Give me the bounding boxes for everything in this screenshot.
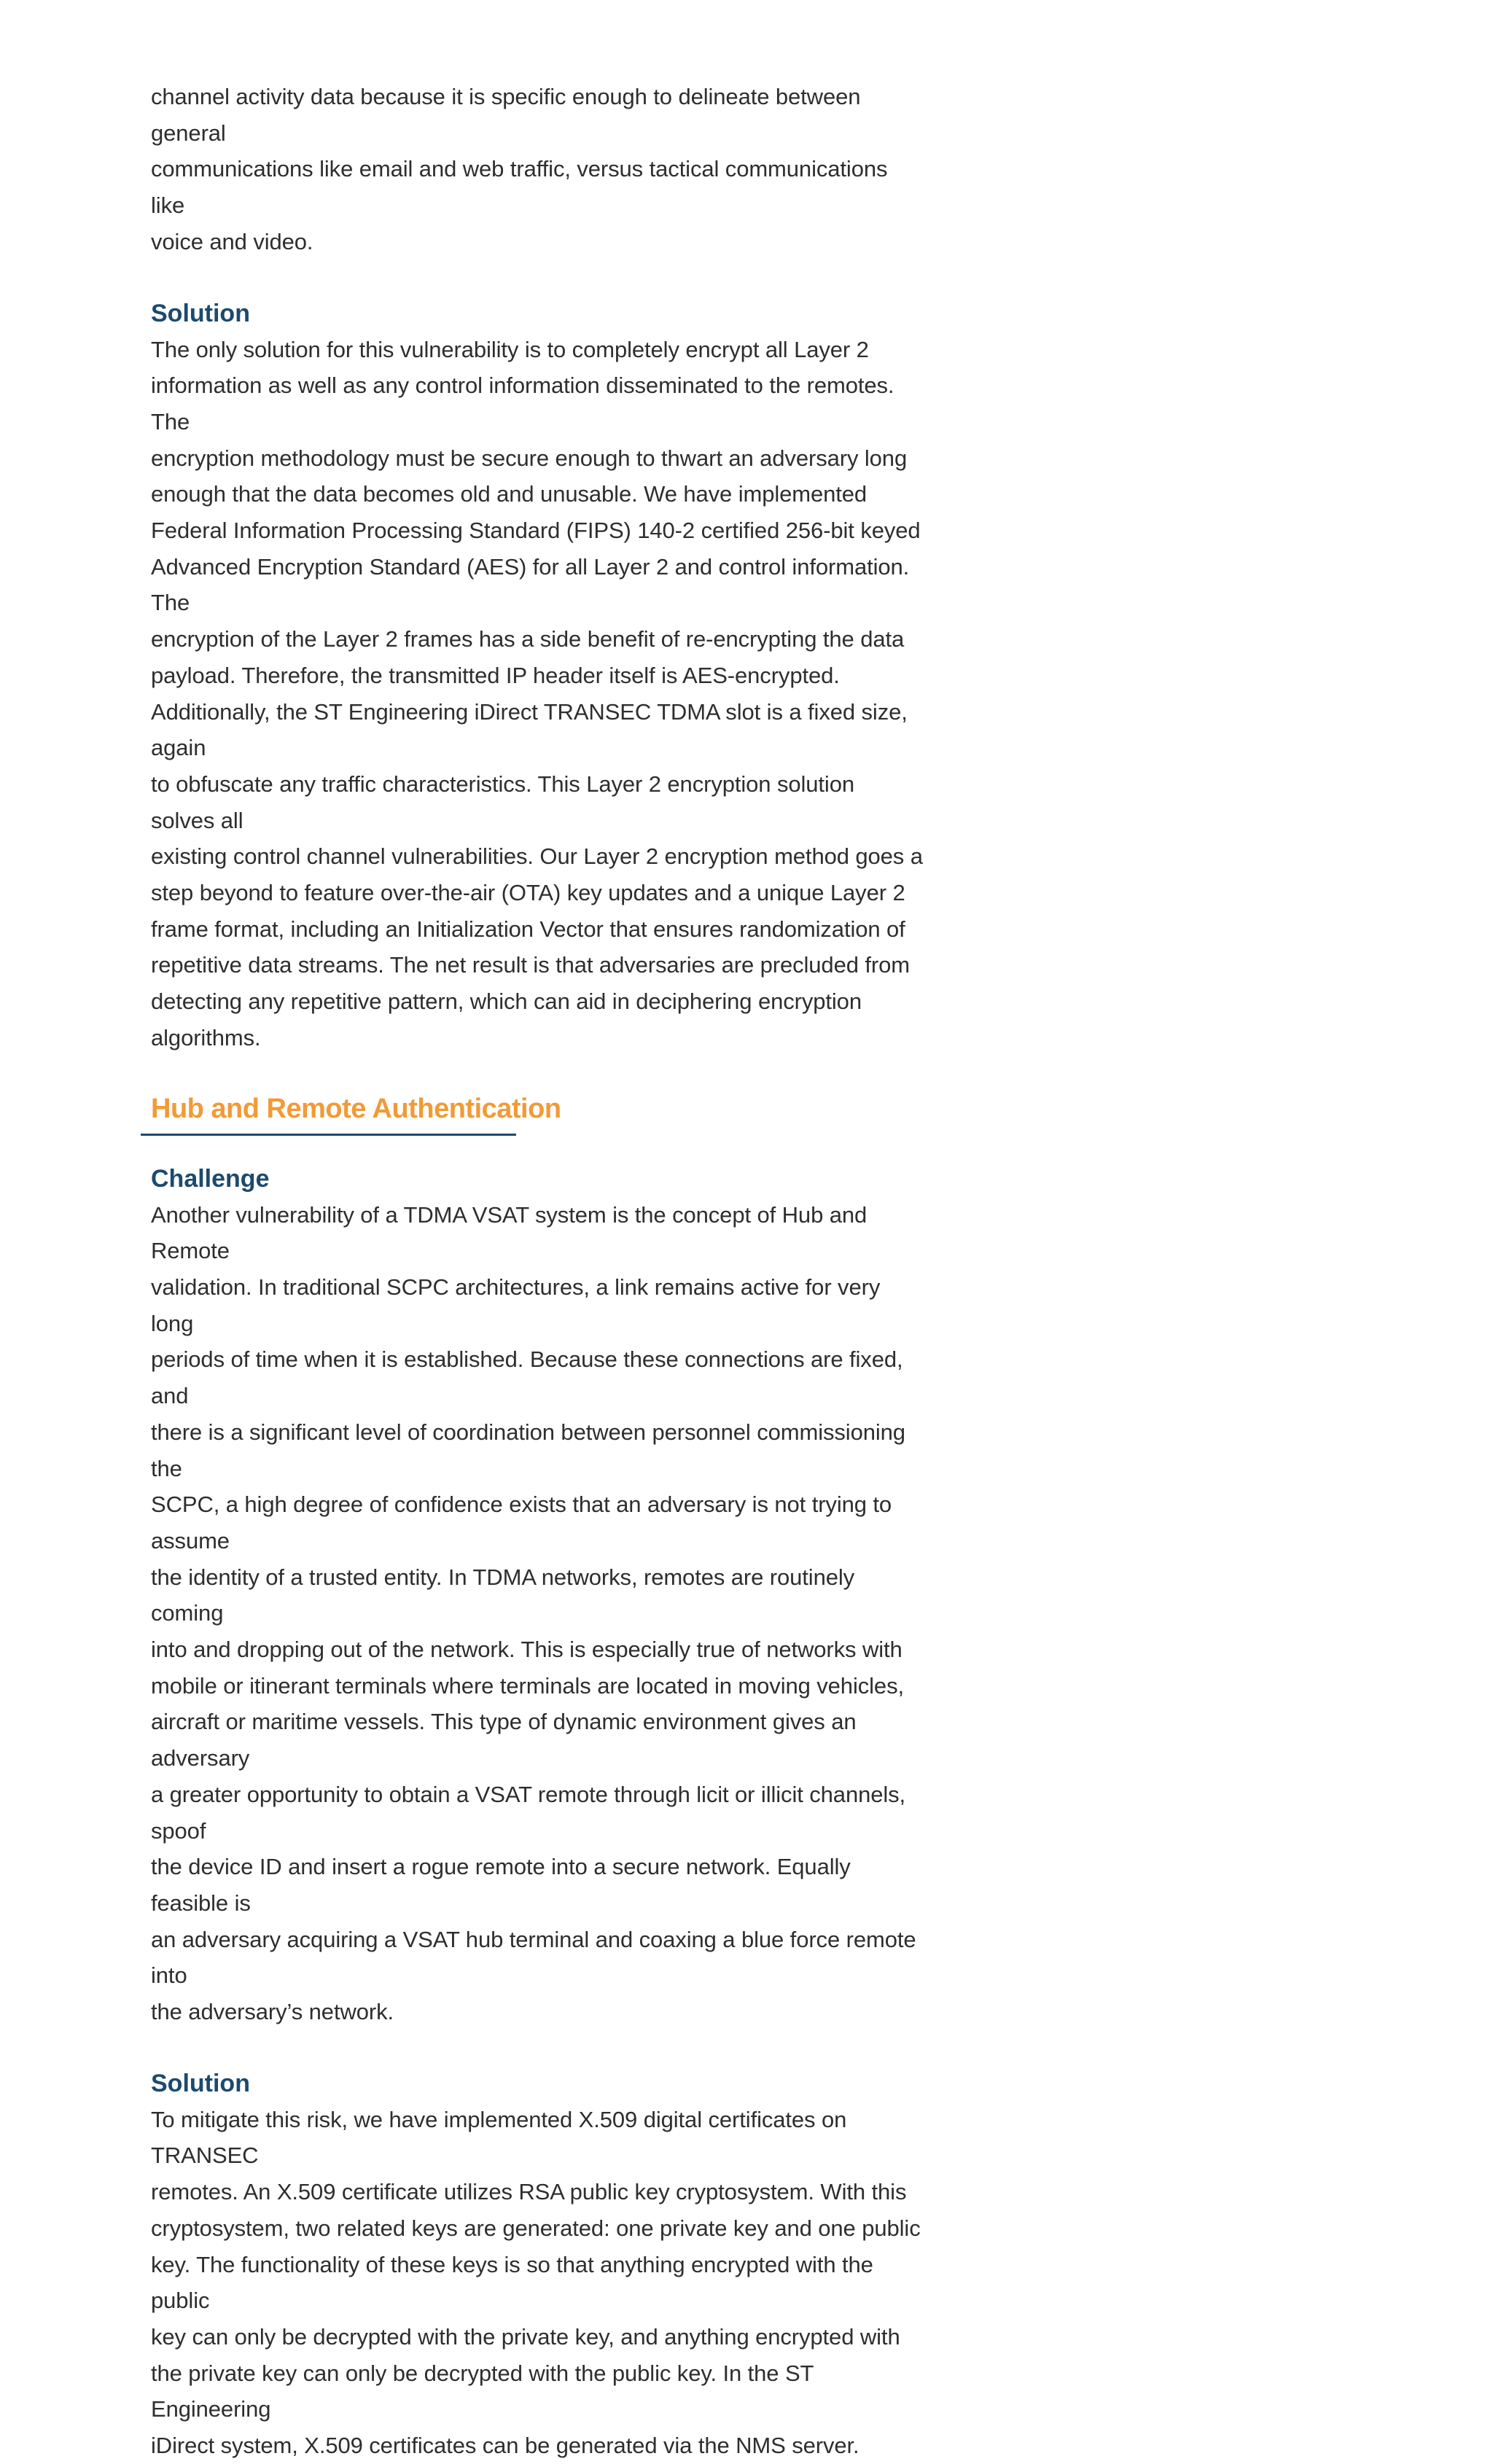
solution-paragraph-1: The only solution for this vulnerability is to completely encrypt all Layer 2 information as well as any control information disseminated to the remotes. The encryption methodology must be secure enough to thwart an adversary long enough that the data becomes old and unusable. We have implemented Federal Information Processing Standard (FIPS) 140-2 certified 256-bit keyed Advanced Encryption Standard (AES) for all Layer 2 and control information. The encryption of the Layer 2 frames has a side benefit of re-encrypting the data payload. Therefore, the transmitted IP header itself is AES-encrypted. Additionally, the ST Engineering iDirect TRANSEC TDMA slot is a fixed size, again to obfuscate any traffic characteristics. This Layer 2 encryption solution solves all existing control channel vulnerabilities. Our Layer 2 encryption method goes a step beyond to feature over-the-air (OTA) key updates and a unique Layer 2 frame format, including an Initialization Vector that ensures randomization of repetitive data streams. The net result is that adversaries are precluded from detecting any repetitive pattern, which can aid in deciphering encryption algorithms. (151, 336, 923, 1050)
document-page (151, 79, 924, 2464)
challenge-heading: Challenge (151, 1164, 270, 1193)
section-title-hub-remote-authentication: Hub and Remote Authentication (151, 1093, 561, 1124)
solution-paragraph-2: To mitigate this risk, we have implemented X.509 digital certificates on TRANSEC remotes. An X.509 certificate utilizes RSA public key cryptosystem. With this cryptosystem, two related keys are generated: one private key and one public key. The functionality of these keys is so that anything encrypted with the public key can only be decrypted with the private key, and anything encrypted with the private key can only be decrypted with the public key. In the ST Engineering iDirect system, X.509 certificates can be generated via the NMS server. (151, 2106, 921, 2459)
solution-heading-2: Solution (151, 2069, 250, 2097)
challenge-paragraph: Another vulnerability of a TDMA VSAT system is the concept of Hub and Remote validation. In traditional SCPC architectures, a link remains active for very long periods of time when it is established. Because these connections are fixed, and there is a significant level of coordination between personnel commissioning the SCPC, a high degree of confidence exists that an adversary is not trying to assume the identity of a trusted entity. In TDMA networks, remotes are routinely coming into and dropping out of the network. This is especially true of networks with mobile or itinerant terminals where terminals are located in moving vehicles, aircraft or maritime vessels. This type of dynamic environment gives an adversary a greater opportunity to obtain a VSAT remote through licit or illicit channels, spoof the device ID and insert a rogue remote into a secure network. Equally feasible is an adversary acquiring a VSAT hub terminal and coaxing a blue force remote into the adversary’s network. (151, 1201, 916, 2025)
intro-paragraph: channel activity data because it is specific enough to delineate between general communications like email and web traffic, versus tactical communications like voice and video. (151, 84, 888, 254)
solution-heading-1: Solution (151, 299, 250, 327)
